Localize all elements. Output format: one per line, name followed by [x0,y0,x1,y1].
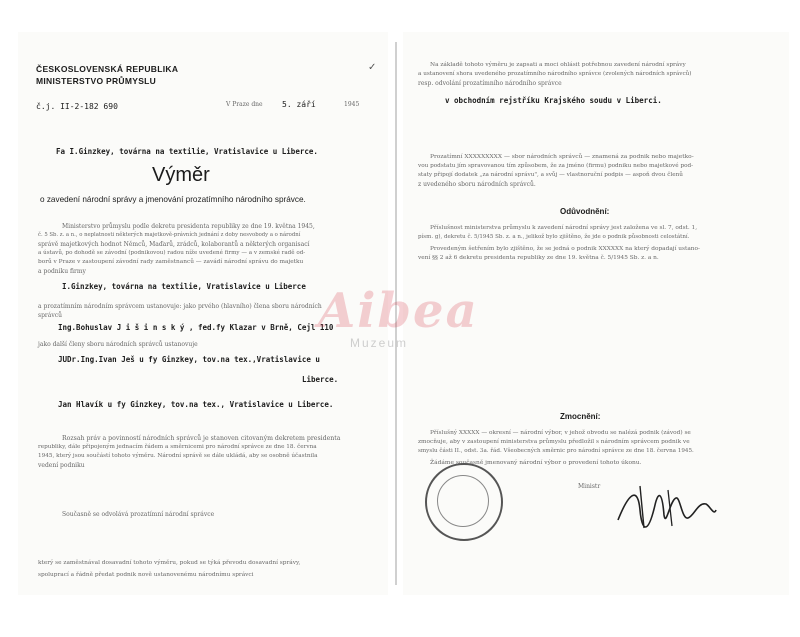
ministry-header-line1: ČESKOSLOVENSKÁ REPUBLIKA [36,64,179,74]
intro-line-6: a podniku firmy [38,268,86,275]
document-subtitle: o zavedení národní správy a jmenování prozatímního národního správce. [40,195,306,204]
bottom-line-1: který se zaměstnával dosavadní tohoto výměru, pokud se týká převodu dosavadní správy, [38,560,301,566]
right-top-line-2: a ustanovení shora uvedeného prozatímního národního správce (zvolených národních správců) [418,71,692,77]
document-title: Výměr [152,164,210,186]
intro-line-2: č. 5 Sb. z. a n., o neplatnosti některých majetkově-právních jednání z doby nesvobody a o národní [38,232,301,238]
reference-number: č.j. II-2-182 690 [36,102,118,111]
intro-line-4: a ústavů, po dohodě se závodní (podnikovou) radou níže uvedené firmy — a v zemské radě od- [38,250,306,256]
document-date: 5. září [282,100,316,109]
scope-line-4: vedení podniku [38,462,85,469]
signature-rule-line-1: Prozatímní XXXXXXXXX — sbor národních správců — znamená za podnik nebo majetko- [430,154,694,160]
reasoning-line-3: Provedeným šetřením bylo zjištěno, že se jedná o podnik XXXXXX na který dopadají ustano- [430,246,700,252]
closing-line: Žádáme současně jmenovaný národní výbor o provedení tohoto úkonu. [430,460,642,466]
official-stamp-inner [437,475,489,527]
signature-rule-line-2: vou podstatu jím spravovanou tím způsobem, že za jméno (firmu) podniku nebo majetkové pod- [418,163,694,169]
minister-label: Ministr [578,483,601,490]
main-administrator: Ing.Bohuslav J i š i n s k ý , fed.fy Klazar v Brně, Cejl 110 [58,323,334,332]
intro-line-3: správě majetkových hodnot Němců, Maďarů, zrádců, kolaborantů a některých organisací [38,241,310,248]
signature-rule-line-4: z uvedeného sboru národních správců. [418,181,536,188]
signature-rule-line-3: staty připojí dodatek „za národní správu", a svůj — vlastnoruční podpis — aspoň dvou členů [418,172,683,178]
bottom-line-2: spoluprací a řádně předat podnik nově ustanovenému národnímu správci [38,572,254,578]
authorization-line-1: Příslušný XXXXX — okresní — národní výbor, v jehož obvodu se nalézá podnik (závod) se [430,430,691,436]
scope-line-2: republiky, dále připojeným jednacím řádem a směrnicemi pro národní správce ze dne 18. června [38,444,317,450]
ministry-header-line2: MINISTERSTVO PRŮMYSLU [36,76,157,86]
scope-line-3: 1945, který jsou součástí tohoto výměru. Národní správě se dále ukládá, aby se osobně účastnila [38,453,318,459]
date-place: V Praze dne [226,101,263,108]
authorization-line-2: zmocňuje, aby v zastoupení ministerstva průmyslu předložil s národním správcem podnik ve [418,439,690,445]
intro-line-1: Ministerstvo průmyslu podle dekretu presidenta republiky ze dne 19. května 1945, [62,223,315,230]
intro-line-5: borů v Praze v zastoupení závodní rady zaměstnanců — zavádí národní správu do majetku [38,259,304,265]
member-1-line-2: Liberce. [302,375,339,384]
authorization-line-3: smyslu části II., odst. 3a. řád. Všeobecných směrnic pro národní správce ze dne 18. června 1945. [418,448,694,454]
firm-name: I.Ginzkey, továrna na textilie, Vratislavice u Liberce [62,282,306,291]
right-top-line-3: resp. odvolání prozatímního národního správce [418,80,562,87]
right-top-line-1: Na základě tohoto výměru je zapsati a moci ohlásit potřebnou zavedení národní správy [430,62,686,68]
document-year: 1945 [344,101,360,108]
reasoning-line-1: Příslušnost ministerstva průmyslu k zavedení národní správy jest založena ve sl. 7, odst. 1, [430,225,698,231]
reasoning-heading: Odůvodnění: [560,207,610,216]
appoint-line-1: a prozatímním národním správcem ustanovuje: jako prvého (hlavního) člena sboru národních [38,303,322,310]
member-2: Jan Hlavík u fy Ginzkey, tov.na tex., Vratislavice u Liberce. [58,400,334,409]
authorization-heading: Zmocnění: [560,412,601,421]
minister-signature [610,480,720,540]
appoint-line-2: správců [38,312,62,319]
scope-line-1: Rozsah práv a povinností národních správců je stanoven citovaným dekretem presidenta [62,435,341,442]
corner-mark: ✓ [368,62,377,73]
member-1-line-1: JUDr.Ing.Ivan Ješ u fy Ginzkey, tov.na tex.,Vratislavice u [58,355,320,364]
court-registry: v obchodním rejstříku Krajského soudu v Liberci. [445,96,662,105]
watermark-subtitle: Muzeum [350,336,409,350]
revoke-text: Současně se odvolává prozatímní národní správce [62,511,215,518]
watermark-logo: Aibea [318,283,479,339]
other-members-label: jako další členy sboru národních správců ustanovuje [38,341,198,348]
reasoning-line-2: písm. g), dekretu č. 5/1945 Sb. z. a n., jelikož bylo zjištěno, že jde o podnik působnosti celostátní. [418,234,690,240]
reasoning-line-4: vení §§ 2 až 6 dekretu presidenta republiky ze dne 19. května č. 5/1945 Sb. z. a n. [418,255,659,261]
addressee: Fa I.Ginzkey, továrna na textilie, Vratislavice u Liberce. [56,147,318,156]
